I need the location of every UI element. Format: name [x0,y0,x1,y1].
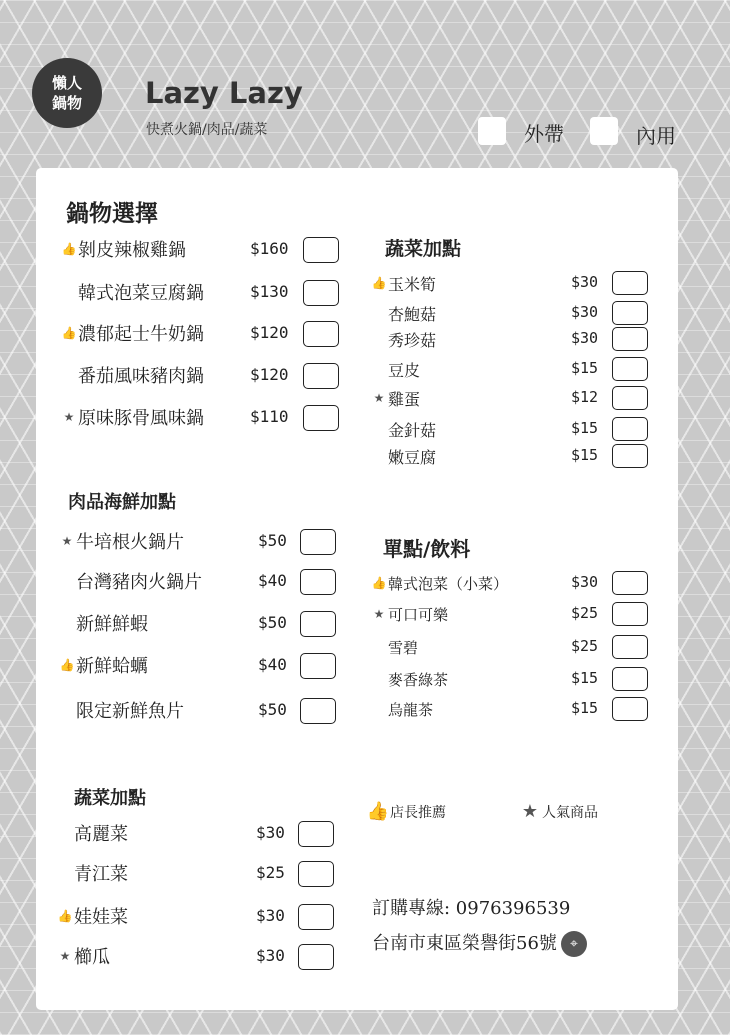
dinein-checkbox[interactable] [590,117,618,145]
thumbs-up-icon: 👍 [61,242,77,256]
quantity-box[interactable] [303,237,339,263]
item-price: $30 [571,303,599,321]
menu-item [58,697,184,723]
item-price: $110 [250,407,289,426]
logo-line1: 懶人 [51,74,82,92]
quantity-box[interactable] [612,602,648,626]
menu-item [370,443,436,469]
item-price: $12 [571,388,599,406]
item-name: 烏龍茶 [388,700,434,719]
item-price: $120 [250,365,289,384]
hotpot-title: 鍋物選擇 [66,200,158,227]
menu-item [56,820,128,846]
item-price: $50 [258,613,287,632]
item-price: $25 [571,604,599,622]
item-price: $15 [571,669,599,687]
item-name: 櫛瓜 [74,947,110,968]
legend-recommend [366,801,446,822]
address [372,929,587,957]
quantity-box[interactable] [303,405,339,431]
item-name: 韓式泡菜（小菜） [388,574,509,593]
menu-item [370,570,508,596]
menu-item [56,943,110,969]
quantity-box[interactable] [612,571,648,595]
item-name: 番茄風味豬肉鍋 [78,366,204,387]
item-price: $30 [256,823,285,842]
quantity-box[interactable] [612,667,648,691]
menu-item [370,385,420,411]
legend-popular [518,801,598,822]
address-text: 台南市東區榮譽街56號 [372,933,557,954]
quantity-box[interactable] [612,386,648,410]
item-name: 限定新鮮魚片 [76,701,184,722]
thumbs-up-icon: 👍 [57,909,73,923]
item-price: $120 [250,323,289,342]
quantity-box[interactable] [303,280,339,306]
star-icon: ★ [521,801,539,822]
tagline: 快煮火鍋/肉品/蔬菜 [146,122,268,138]
menu-item [60,279,204,305]
quantity-box[interactable] [612,444,648,468]
quantity-box[interactable] [298,944,334,970]
menu-item [370,300,436,326]
menu-item [60,320,204,346]
menu-item [56,903,128,929]
item-price: $25 [256,863,285,882]
dinein-label: 內用 [636,124,676,148]
quantity-box[interactable] [300,569,336,595]
item-price: $160 [250,239,289,258]
item-price: $30 [571,329,599,347]
quantity-box[interactable] [303,321,339,347]
menu-item [60,404,204,430]
legend-recommend-label: 店長推薦 [390,804,446,821]
takeout-checkbox[interactable] [478,117,506,145]
thumbs-up-icon: 👍 [61,326,77,340]
menu-item [370,696,433,722]
item-name: 剝皮辣椒雞鍋 [78,240,186,261]
item-price: $40 [258,571,287,590]
menu-item [60,236,186,262]
item-name: 玉米筍 [388,274,437,294]
item-name: 雞蛋 [388,389,421,409]
star-icon: ★ [373,391,385,405]
item-price: $30 [571,573,599,591]
quantity-box[interactable] [612,327,648,351]
logo-line2: 鍋物 [51,94,82,112]
item-name: 娃娃菜 [74,907,128,928]
item-price: $15 [571,446,599,464]
quantity-box[interactable] [612,271,648,295]
item-name: 青江菜 [74,864,128,885]
item-name: 金針菇 [388,420,437,440]
item-name: 韓式泡菜豆腐鍋 [78,283,204,304]
quantity-box[interactable] [612,301,648,325]
menu-item [58,528,184,554]
veg-right-title: 蔬菜加點 [385,238,462,260]
item-price: $15 [571,359,599,377]
legend-popular-label: 人氣商品 [542,804,598,821]
menu-item [56,860,128,886]
quantity-box[interactable] [612,635,648,659]
order-phone: 訂購專線: 0976396539 [372,898,571,919]
brand-name: Lazy Lazy [145,76,303,110]
item-price: $15 [571,699,599,717]
menu-item [370,634,418,660]
item-name: 可口可樂 [388,605,449,624]
item-name: 嫩豆腐 [388,447,437,467]
location-pin-icon: ⌖ [561,931,587,957]
thumbs-up-icon: 👍 [59,658,75,672]
quantity-box[interactable] [300,611,336,637]
item-price: $30 [256,906,285,925]
item-price: $40 [258,655,287,674]
item-name: 台灣豬肉火鍋片 [76,572,202,593]
quantity-box[interactable] [298,904,334,930]
item-name: 雪碧 [388,638,419,657]
meat-title: 肉品海鮮加點 [68,492,176,513]
quantity-box[interactable] [612,697,648,721]
quantity-box[interactable] [300,529,336,555]
menu-item [370,326,436,352]
veg-left-title: 蔬菜加點 [74,788,146,809]
drinks-title: 單點/飲料 [383,537,471,561]
item-name: 豆皮 [388,360,421,380]
quantity-box[interactable] [612,357,648,381]
logo [32,58,102,128]
menu-item [370,356,420,382]
item-name: 杏鮑菇 [388,304,437,324]
item-price: $50 [258,700,287,719]
star-icon: ★ [61,534,73,548]
item-name: 麥香綠茶 [388,670,449,689]
item-name: 高麗菜 [74,824,128,845]
menu-item [370,666,448,692]
thumbs-up-icon: 👍 [366,801,390,822]
star-icon: ★ [373,607,385,621]
item-price: $50 [258,531,287,550]
item-name: 原味豚骨風味鍋 [78,408,204,429]
item-price: $130 [250,282,289,301]
quantity-box[interactable] [300,653,336,679]
quantity-box[interactable] [300,698,336,724]
thumbs-up-icon: 👍 [371,576,387,590]
item-name: 新鮮鮮蝦 [76,614,148,635]
item-name: 濃郁起士牛奶鍋 [78,324,204,345]
menu-item [370,416,436,442]
item-price: $30 [256,946,285,965]
item-price: $25 [571,637,599,655]
menu-item [58,610,148,636]
quantity-box[interactable] [298,861,334,887]
takeout-label: 外帶 [524,122,564,146]
thumbs-up-icon: 👍 [371,276,387,290]
menu-item [58,568,202,594]
menu-item [370,270,436,296]
menu-item [370,601,448,627]
item-name: 新鮮蛤蠣 [76,656,148,677]
item-name: 秀珍菇 [388,330,437,350]
menu-item [58,652,148,678]
menu-item [60,362,204,388]
item-price: $15 [571,419,599,437]
quantity-box[interactable] [298,821,334,847]
item-price: $30 [571,273,599,291]
star-icon: ★ [63,410,75,424]
item-name: 牛培根火鍋片 [76,532,184,553]
quantity-box[interactable] [303,363,339,389]
star-icon: ★ [59,949,71,963]
quantity-box[interactable] [612,417,648,441]
